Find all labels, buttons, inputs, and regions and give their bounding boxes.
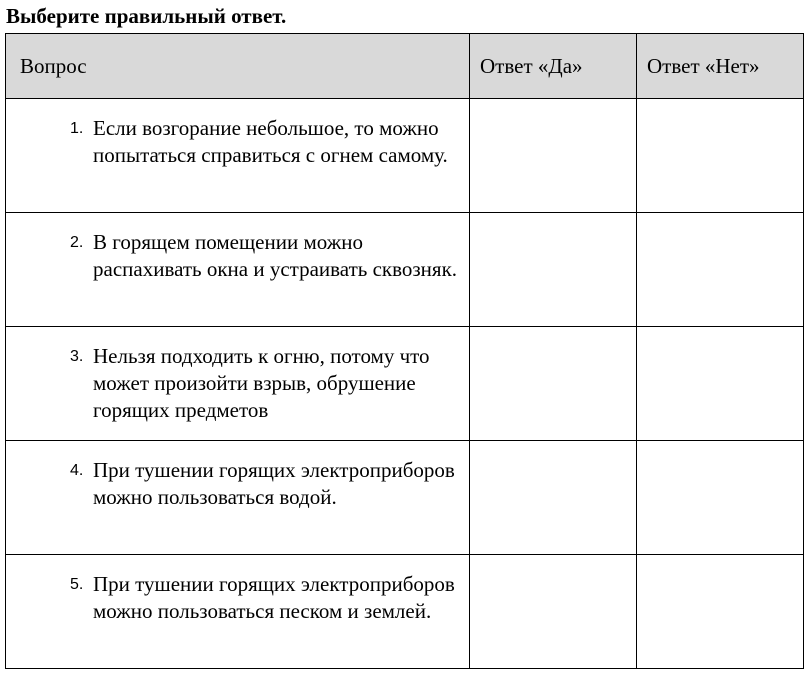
answer-yes-cell[interactable]: [470, 99, 637, 213]
question-number: 5.: [70, 576, 84, 593]
question-text: При тушении горящих электроприборов можно пользоваться песком и землей.: [93, 572, 455, 623]
question-text: При тушении горящих электроприборов можно пользоваться водой.: [93, 458, 455, 509]
table-row: [6, 99, 804, 213]
question-text: Если возгорание небольшое, то можно попытаться справиться с огнем самому.: [93, 116, 448, 167]
question-text: Нельзя подходить к огню, потому что может произойти взрыв, обрушение горящих предметов: [93, 344, 430, 422]
answer-no-cell[interactable]: [637, 555, 804, 669]
header-row: [6, 34, 804, 99]
table-row: [6, 555, 804, 669]
answer-no-cell[interactable]: [637, 99, 804, 213]
question-cell: [6, 555, 470, 669]
answer-yes-cell[interactable]: [470, 555, 637, 669]
answer-yes-cell[interactable]: [470, 213, 637, 327]
question-cell: [6, 327, 470, 441]
table-row: [6, 441, 804, 555]
question-text: В горящем помещении можно распахивать окна и устраивать сквозняк.: [93, 230, 458, 281]
instruction-text: Выберите правильный ответ.: [6, 4, 287, 28]
question-cell: [6, 99, 470, 213]
question-number: 2.: [70, 234, 84, 251]
question-cell: [6, 441, 470, 555]
question-number: 3.: [70, 348, 84, 365]
question-number: 1.: [70, 120, 84, 137]
question-cell: [6, 213, 470, 327]
table-row: [6, 327, 804, 441]
table-row: [6, 213, 804, 327]
header-no: Ответ «Нет»: [637, 34, 804, 99]
answer-no-cell[interactable]: [637, 441, 804, 555]
quiz-table: [5, 33, 804, 669]
header-yes: Ответ «Да»: [470, 34, 637, 99]
question-number: 4.: [70, 462, 84, 479]
answer-yes-cell[interactable]: [470, 441, 637, 555]
answer-no-cell[interactable]: [637, 213, 804, 327]
answer-yes-cell[interactable]: [470, 327, 637, 441]
header-question: Вопрос: [6, 34, 470, 99]
answer-no-cell[interactable]: [637, 327, 804, 441]
